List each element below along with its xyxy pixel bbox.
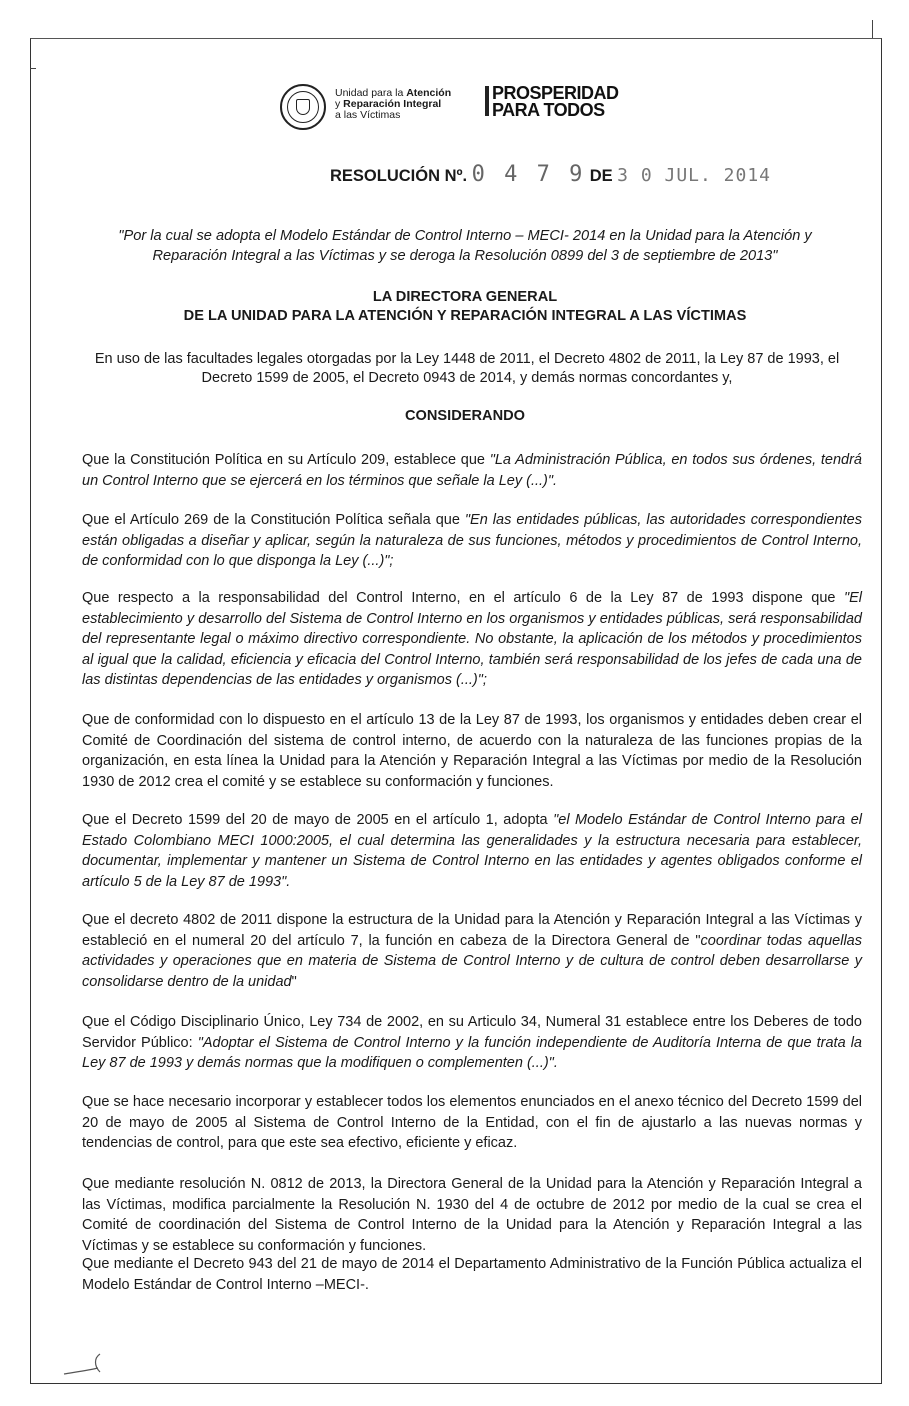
handwritten-initial <box>60 1350 110 1378</box>
border-tick <box>30 68 36 69</box>
unit-name: Unidad para la Atención y Reparación Integral a las Víctimas <box>335 87 452 121</box>
flag-icon <box>485 86 489 116</box>
considerando-paragraph: Que respecto a la responsabilidad del Control Interno, en el artículo 6 de la Ley 87 de 1993 dispone que "El establecimiento y desarrollo del Sistema de Control Interno en los organismos y entidades públicas, será responsabilidad del representante legal o máximo directivo correspondiente. No obstante, la aplicación de los métodos y procedimientos al igual que la calidad, eficiencia y eficacia del Control Interno, también será responsabilidad de los jefes de cada una de las distintas dependencias de las entidades y organismos (...)"; <box>82 590 862 689</box>
resolution-subject: "Por la cual se adopta el Modelo Estándar de Control Interno – MECI- 2014 en la Unidad para la Atención y Reparación Integral a las Víctimas y se deroga la Resolución 0899 del 3 de septiembre de 2013" <box>118 228 812 264</box>
considerando-paragraph: Que el Decreto 1599 del 20 de mayo de 2005 en el artículo 1, adopta "el Modelo Estándar de Control Interno para el Estado Colombiano MECI 1000:2005, el cual determina las generalidades y la estructura necesaria para establecer, documentar, implementar y mantener un Sistema de Control Interno en las entidades y agentes obligados conforme el artículo 5 de la Ley 87 de 1993". <box>82 812 862 890</box>
shield-icon <box>296 99 310 115</box>
resolution-date: 3 0 JUL. 2014 <box>617 165 772 186</box>
resolution-de: DE <box>589 167 613 185</box>
considerando-heading: CONSIDERANDO <box>405 408 525 424</box>
issuing-authority: LA DIRECTORA GENERAL DE LA UNIDAD PARA LA ATENCIÓN Y REPARACIÓN INTEGRAL A LAS VÍCTIMAS <box>183 289 747 324</box>
considerando-paragraph: Que el Código Disciplinario Único, Ley 734 de 2002, en su Articulo 34, Numeral 31 establece entre los Deberes de todo Servidor Público: "Adoptar el Sistema de Control Interno y la función independiente de Auditoría Interna de que trata la Ley 87 de 1993 y demás normas que la modifiquen o complementen (...)". <box>82 1014 862 1072</box>
considerando-paragraph: Que se hace necesario incorporar y establecer todos los elementos enunciados en el anexo técnico del Decreto 1599 del 20 de mayo de 2005 al Sistema de Control Interno de la Entidad, con el fin de ajustarlo a las nuevas normas y tendencias de control, para que este sea efectivo, eficiente y eficaz. <box>82 1094 862 1152</box>
considerando-paragraph: Que el Artículo 269 de la Constitución Política señala que "En las entidades públicas, las autoridades correspondientes están obligadas a diseñar y aplicar, según la naturaleza de sus funciones, métodos y procedimientos de Control Interno, de conformidad con lo que disponga la Ley (...)"; <box>82 512 862 570</box>
considerando-paragraph: Que mediante el Decreto 943 del 21 de mayo de 2014 el Departamento Administrativo de la Función Pública actualiza el Modelo Estándar de Control Interno –MECI-. <box>82 1256 862 1293</box>
initial-mark <box>60 1350 110 1378</box>
legal-powers: En uso de las facultades legales otorgadas por la Ley 1448 de 2011, el Decreto 4802 de 2011, la Ley 87 de 1993, el Decreto 1599 de 2005, el Decreto 0943 de 2014, y demás normas concordantes y, <box>94 351 840 386</box>
border-tick <box>872 20 873 38</box>
resolution-label: RESOLUCIÓN N <box>330 167 457 185</box>
coat-of-arms-seal <box>280 84 326 130</box>
considerando-paragraph: Que la Constitución Política en su Artículo 209, establece que "La Administración Pública, en todos sus órdenes, tendrá un Control Interno que se ejercerá en los términos que señale la Ley (...)". <box>82 452 862 489</box>
resolution-heading: RESOLUCIÓN Nº. 0 4 7 9 DE 3 0 JUL. 2014 <box>330 162 772 187</box>
letterhead: Unidad para la Atención y Reparación Integral a las Víctimas PROSPERIDAD PARA TODOS <box>280 84 640 136</box>
considerando-paragraph: Que el decreto 4802 de 2011 dispone la estructura de la Unidad para la Atención y Reparación Integral a las Víctimas y estableció en el numeral 20 del artículo 7, la función en cabeza de la Directora General de "coordinar todas aquellas actividades y operaciones que en materia de Sistema de Control Interno y de cultura de control deben desarrollarse y consolidarse dentro de la unidad" <box>82 912 862 990</box>
resolution-number: 0 4 7 9 <box>471 162 586 187</box>
considerando-paragraph: Que de conformidad con lo dispuesto en el artículo 13 de la Ley 87 de 1993, los organismos y entidades deben crear el Comité de Coordinación del sistema de control interno, de acuerdo con la naturaleza de las funciones propias de la organización, en esta línea la Unidad para la Atención y Reparación Integral a las Víctimas por medio de la Resolución 1930 de 2012 crea el comité y se establece su conformación y funciones. <box>82 712 862 790</box>
considerando-paragraph: Que mediante resolución N. 0812 de 2013, la Directora General de la Unidad para la Atención y Reparación Integral a las Víctimas, modifica parcialmente la Resolución N. 1930 del 4 de octubre de 2012 por medio de la cual se crea el Comité de coordinación del Sistema de Control Interno de la Unidad para la Atención y Reparación Integral a las Víctimas y se establece su conformación y funciones. <box>82 1176 862 1254</box>
